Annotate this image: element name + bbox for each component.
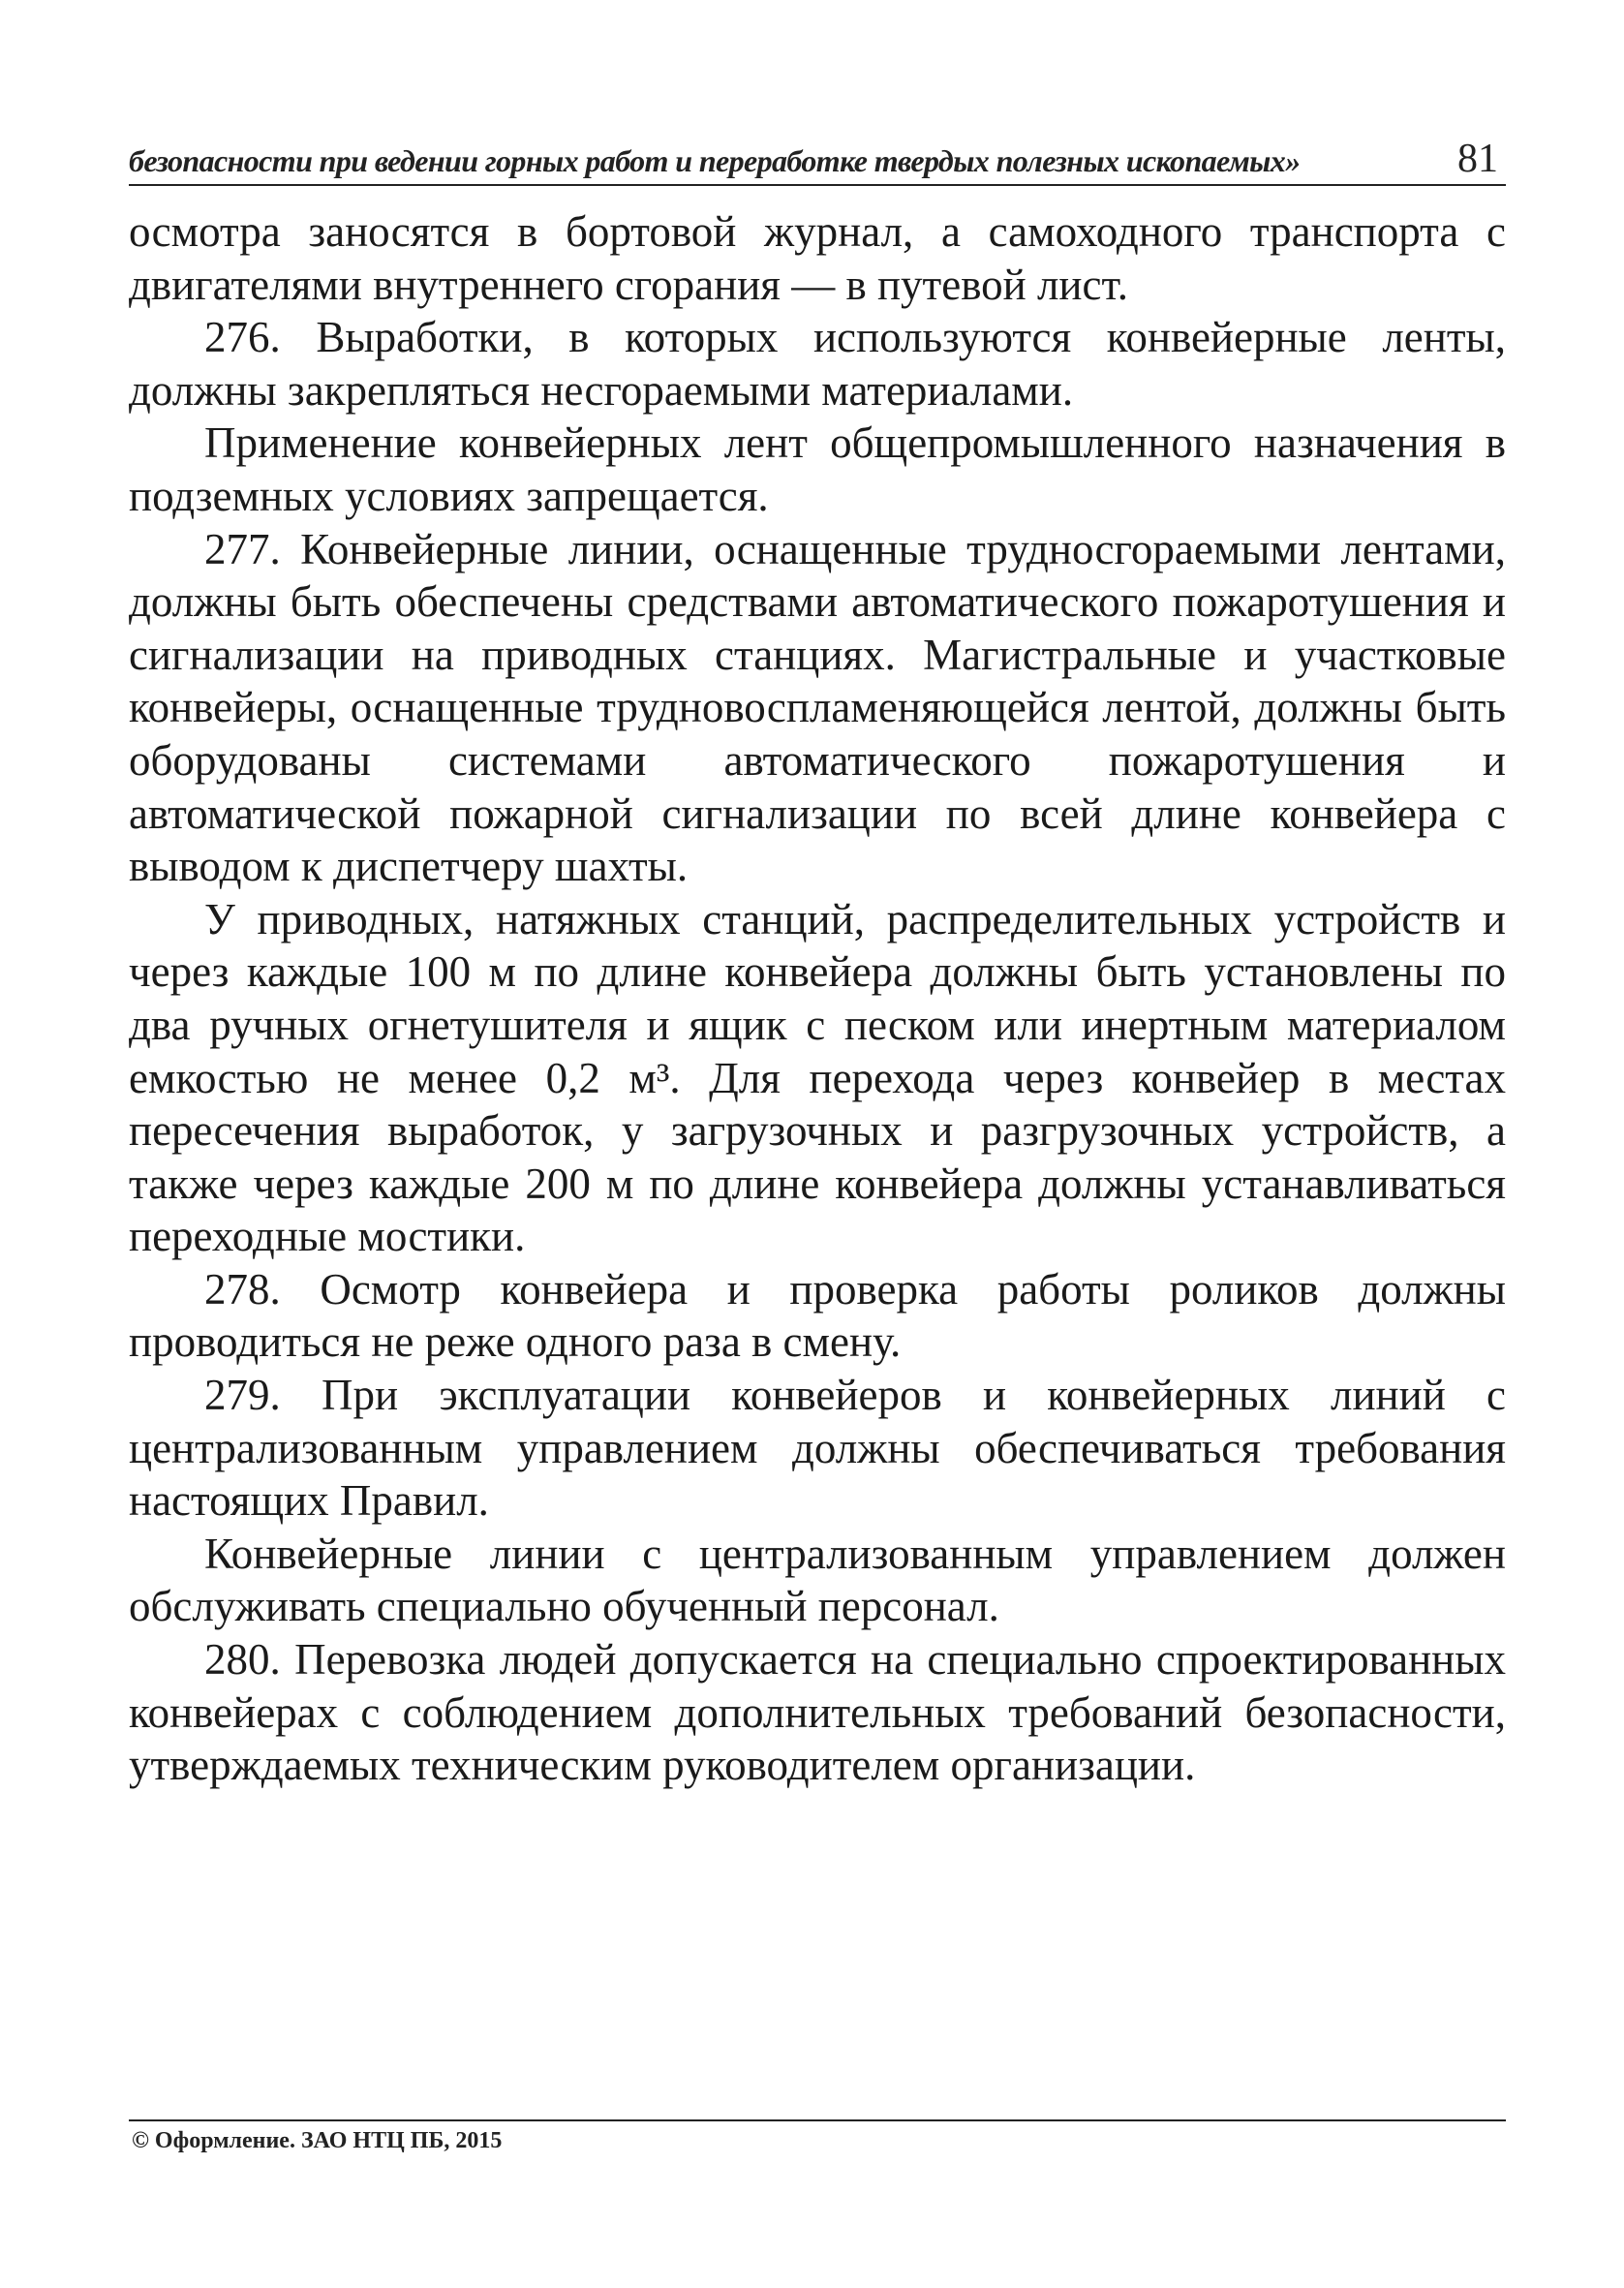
header-rule: [129, 184, 1506, 186]
paragraph-276: 276. Выработки, в которых используются конвейерные ленты, должны закрепляться несгораемыми материалами.: [129, 313, 1506, 415]
paragraph-trained-personnel: Конвейерные линии с централизованным управлением должен обслуживать специально обученный персонал.: [129, 1529, 1506, 1631]
page-number: 81: [1457, 137, 1498, 181]
paragraph-extinguishers: У приводных, натяжных станций, распределительных устройств и через каждые 100 м по длине конвейера должны быть установлены по два ручных огнетушителя и ящик с песком или инертным материалом емкостью не менее 0,2 м³. Для перехода через конвейер в местах пересечения выработок, у загрузочных и разгрузочных устройств, а также через каждые 200 м по длине конвейера должны устанавливаться переходные мостики.: [129, 894, 1506, 1261]
footer-copyright: © Оформление. ЗАО НТЦ ПБ, 2015: [132, 2128, 503, 2153]
running-header: [129, 134, 1506, 188]
paragraph-277: 277. Конвейерные линии, оснащенные трудносгораемыми лентами, должны быть обеспечены средствами автоматического пожаротушения и сигнализации на приводных станциях. Магистральные и участковые конвейеры, оснащенные трудновоспламеняющейся лентой, должны быть оборудованы системами автоматического пожаротушения и автоматической пожарной сигнализации по всей длине конвейера с выводом к диспетчеру шахты.: [129, 524, 1506, 891]
header-title: безопасности при ведении горных работ и переработке твердых полезных ископаемых»: [129, 143, 1301, 178]
body-text: [129, 205, 1506, 1792]
paragraph-278: 278. Осмотр конвейера и проверка работы роликов должны проводиться не реже одного раза в смену.: [129, 1264, 1506, 1367]
paragraph-279: 279. При эксплуатации конвейеров и конвейерных линий с централизованным управлением должны обеспечиваться требования настоящих Правил.: [129, 1371, 1506, 1526]
footer-rule: [129, 2119, 1506, 2121]
paragraph-continuation: осмотра заносятся в бортовой журнал, а самоходного транспорта с двигателями внутреннего сгорания — в путевой лист.: [129, 207, 1506, 309]
paragraph-280: 280. Перевозка людей допускается на специально спроектированных конвейерах с соблюдением дополнительных требований безопасности, утверждаемых техническим руководителем организации.: [129, 1635, 1506, 1790]
paragraph-conveyor-belts-ban: Применение конвейерных лент общепромышленного назначения в подземных условиях запрещается.: [129, 418, 1506, 520]
